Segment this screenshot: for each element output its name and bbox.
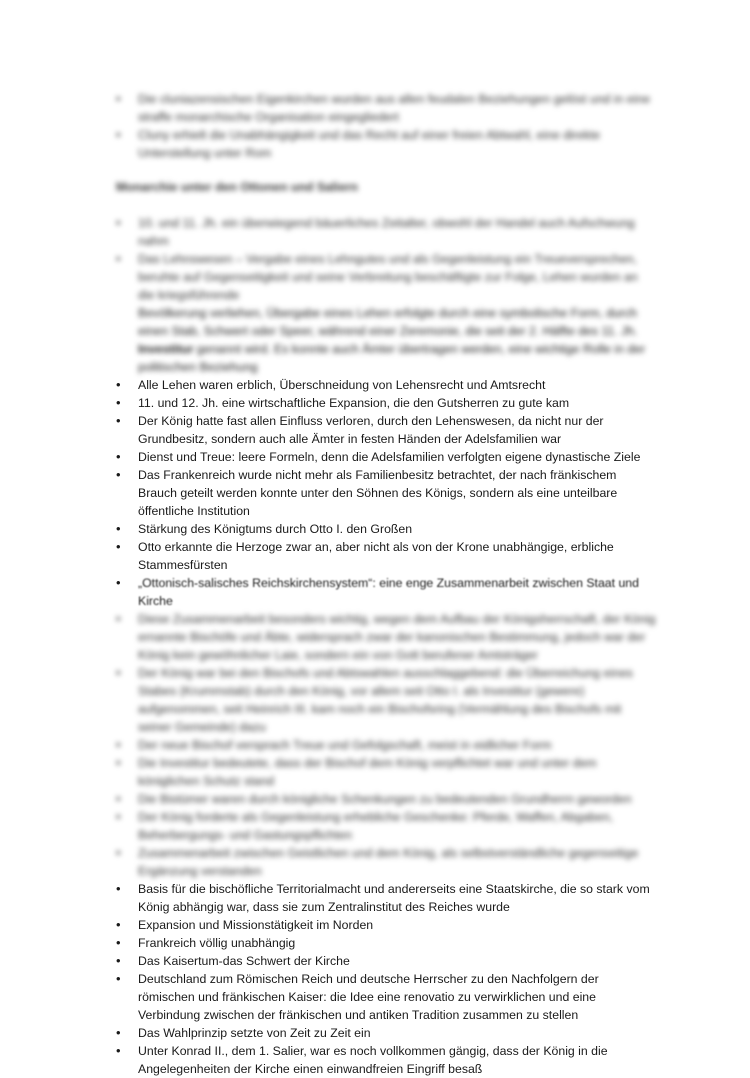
list-item-text: Dienst und Treue: leere Formeln, denn die Adelsfamilien verfolgten eigene dynastische Ziele — [138, 450, 641, 464]
list-item — [116, 394, 656, 412]
text-segment: genannt wird. Es konnte auch Ämter übertragen werden, eine wichtige Rolle in der politischen Beziehung — [138, 342, 646, 374]
list-item-text: • Der König forderte als Gegenleistung erhebliche Geschenke: Pferde, Waffen, Abgaben, Beherbergungs- und Gastungspflichten — [138, 810, 614, 842]
list-item-text: • Das Lehnswesen – Vergabe eines Lehngutes und als Gegenleistung ein Treueversprechen, beruhte auf Gegenseitigkeit und seine Verbreitung beschäftigte zur Folge, Lehen wurden an die kriegsführende — [138, 252, 638, 302]
list-item — [116, 1024, 656, 1042]
list-item — [116, 664, 656, 736]
list-item-text: Die cluniazensischen Eigenkirchen wurden aus allen feudalen Beziehungen gelöst und in eine straffe monarchische Organisation eingegliedert — [138, 92, 651, 124]
list-item — [116, 880, 656, 916]
list-item-text: • 10. und 11. Jh. ein überwiegend bäuerliches Zeitalter, obwohl der Handel auch Aufschwung nahm — [138, 216, 635, 248]
list-item-text: 11. und 12. Jh. eine wirtschaftliche Expansion, die den Gutsherren zu gute kam — [138, 396, 570, 410]
list-item-text: Frankreich völlig unabhängig — [138, 936, 296, 950]
list-item — [116, 844, 656, 880]
list-item — [116, 250, 656, 376]
list-item — [116, 754, 656, 790]
list-item-text: Alle Lehen waren erblich, Überschneidung von Lehensrecht und Amtsrecht — [138, 378, 546, 392]
list-item — [116, 790, 656, 808]
list-item-text: Deutschland zum Römischen Reich und deutsche Herrscher zu den Nachfolgern der römischen und fränkischen Kaiser: die Idee eine renovatio zu verwirklichen und eine Verbindung zwischen der fränkischen und antiken Tradition zusammen zu stellen — [138, 972, 599, 1022]
text-segment: Bevölkerung verliehen, Übergabe eines Lehen erfolgte durch eine symbolische Form, durch einen Stab, Schwert oder Speer, während einer Zeremonie, die seit der 2. Hälfte des 11. Jh. — [138, 306, 638, 338]
list-item — [116, 952, 656, 970]
list-item-text: • Die Investitur bedeutete, dass der Bischof dem König verpflichtet war und unter dem königlichen Schutz stand — [138, 756, 597, 788]
section-heading: Monarchie unter den Ottonen und Saliern — [116, 180, 358, 194]
list-item — [116, 538, 656, 574]
list-item-text-continued — [138, 304, 656, 376]
top-bullet-list — [116, 90, 656, 162]
list-item-text: • Der König war bei den Bischofs und Abtswahlen ausschlaggebend: die Überreichung eines Stabes (Krummstab) durch den König, vor allem seit Otto I. als Investitur (gewere) aufgenommen, seit Heinrich III. kam noch ein Bischofsring (Vermählung des Bischofs mit seiner Gemeinde) dazu — [138, 666, 633, 734]
list-item-text: Das Wahlprinzip setzte von Zeit zu Zeit ein — [138, 1026, 371, 1040]
list-item-text: Otto erkannte die Herzoge zwar an, aber nicht als von der Krone unabhängige, erbliche Stammesfürsten — [138, 540, 614, 572]
list-item-text: • Der neue Bischof versprach Treue und Gefolgschaft, meist in eidlicher Form — [138, 738, 552, 752]
list-item — [116, 412, 656, 448]
list-item-text: „Ottonisch-salisches Reichskirchensystem“: eine enge Zusammenarbeit zwischen Staat und Kirche — [138, 576, 639, 608]
list-item — [116, 736, 656, 754]
main-bullet-list — [116, 214, 656, 1078]
list-item — [116, 934, 656, 952]
list-item — [116, 466, 656, 520]
list-item-text: • Die Bistümer waren durch königliche Schenkungen zu bedeutenden Grundherrn geworden — [138, 792, 632, 806]
list-item — [116, 520, 656, 538]
list-item — [116, 90, 656, 126]
list-item-text: Unter Konrad II., dem 1. Salier, war es noch vollkommen gängig, dass der König in die Angelegenheiten der Kirche einen einwandfreien Eingriff besaß — [138, 1044, 608, 1076]
list-item-text: Der König hatte fast allen Einfluss verloren, durch den Lehenswesen, da nicht nur der Grundbesitz, sondern auch alle Ämter in festen Händen der Adelsfamilien war — [138, 414, 604, 446]
list-item — [116, 610, 656, 664]
list-item — [116, 214, 656, 250]
bold-term: Investitur — [138, 342, 194, 356]
list-item — [116, 448, 656, 466]
list-item — [116, 376, 656, 394]
list-item — [116, 916, 656, 934]
list-item — [116, 970, 656, 1024]
list-item-text: Basis für die bischöfliche Territorialmacht und andererseits eine Staatskirche, die so stark vom König abhängig war, dass sie zum Zentralinstitut des Reiches wurde — [138, 882, 650, 914]
list-item — [116, 574, 656, 610]
list-item-text: Stärkung des Königtums durch Otto I. den Großen — [138, 522, 413, 536]
list-item-text: Das Frankenreich wurde nicht mehr als Familienbesitz betrachtet, der nach fränkischem Brauch geteilt werden konnte unter den Söhnen des Königs, sondern als eine unteilbare öffentliche Institution — [138, 468, 618, 518]
list-item-text: • Diese Zusammenarbeit besonders wichtig, wegen dem Aufbau der Königsherrschaft, der König ernannte Bischöfe und Äbte, widersprach zwar der kanonischen Bestimmung, jedoch war der König kein gewöhnlicher Laie, sondern ein von Gott berufener Amtsträger — [138, 612, 656, 662]
list-item-text: Expansion und Missionstätigkeit im Norden — [138, 918, 374, 932]
list-item — [116, 808, 656, 844]
list-item — [116, 126, 656, 162]
list-item-text: • Zusammenarbeit zwischen Geistlichen und dem König, als selbstverständliche gegenseitige Ergänzung verstanden — [138, 846, 639, 878]
list-item-text: Cluny erhielt die Unabhängigkeit und das Recht auf einer freien Abtwahl, eine direkte Unterstellung unter Rom — [138, 128, 601, 160]
list-item-text: Das Kaisertum-das Schwert der Kirche — [138, 954, 350, 968]
list-item — [116, 1042, 656, 1078]
